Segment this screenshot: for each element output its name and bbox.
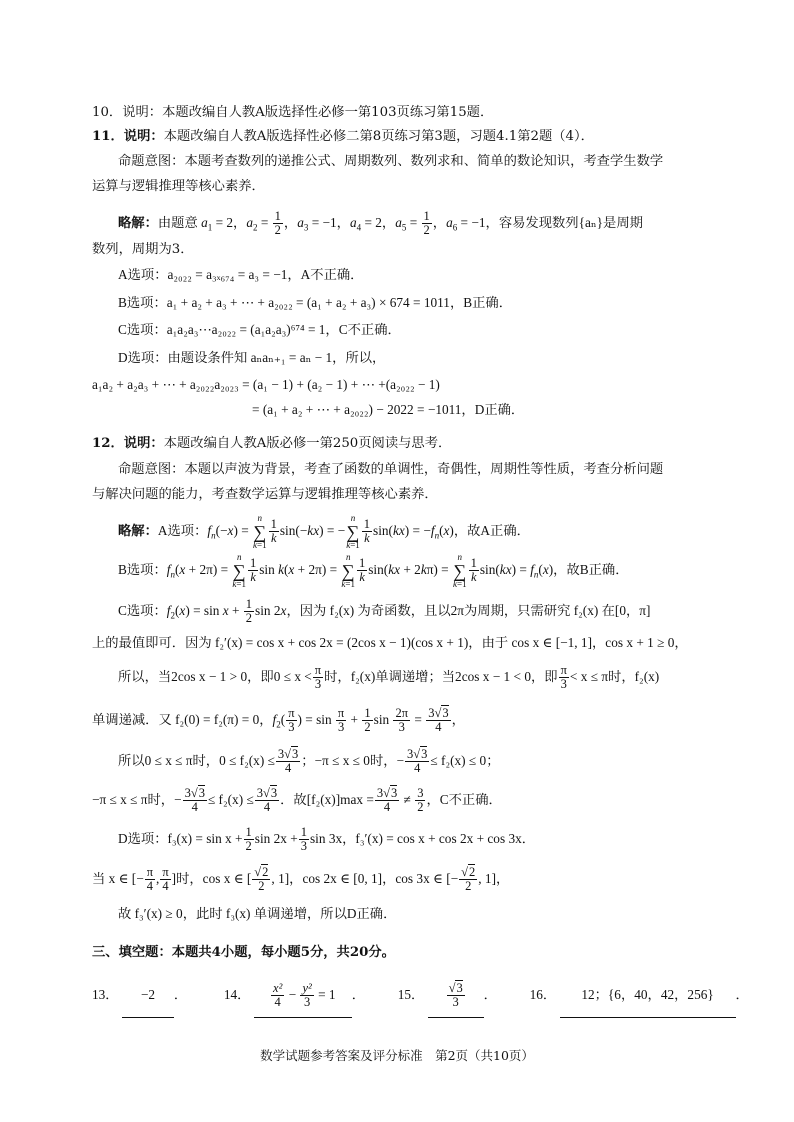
q14-x2: x² (273, 981, 283, 996)
option-12-b-result: ，故B正确． (553, 562, 629, 577)
option-11-d: D选项：由题设条件知 aₙaₙ₊₁ = aₙ − 1，所以， (118, 350, 386, 365)
note-12-label: 12．说明： (92, 436, 164, 451)
text: , 1]， (478, 871, 510, 886)
text: ≤ f₂(x) ≤ 0； (430, 753, 500, 768)
text: 时，f₂(x)单调递增；当2cos x − 1 < 0，即 (324, 669, 558, 684)
note-12-text: 本题改编自人教A版必修一第250页阅读与思考． (163, 436, 452, 451)
solution-12-c3: 所以，当2cos x − 1 > 0，即0 ≤ x < $\frac{\pi}{3}$ 时，f₂(x)单调递增；当2cos x − 1 < 0，即 $\frac{\pi}{3}$ < x ≤ π时，f₂(x) (118, 663, 660, 692)
solution-12-c2: 上的最值即可．因为 f₂′(x) = cos x + cos 2x = (2cos x − 1)(cos x + 1)，由于 cos x ∈ [−1, 1]，cos x + 1 ≥ 0， (92, 635, 688, 650)
q15-radicand: 3 (456, 981, 463, 996)
option-12-a-result: ，故A正确． (453, 523, 530, 538)
intent-12-line1: 命题意图：本题以声波为背景，考查了函数的单调性，奇偶性，周期性等性质，考查分析问题 (118, 462, 664, 477)
option-11-c: C选项：a₁a₂a₃⋯a₂₀₂₂ = (a₁a₂a₃)⁶⁷⁴ = 1，C不正确． (118, 322, 401, 337)
note-11 (92, 128, 794, 146)
text: , 1]，cos 2x ∈ [0, 1]，cos 3x ∈ [− (271, 871, 459, 886)
q15-label: 15． (397, 987, 425, 1002)
q14-label: 14． (223, 987, 251, 1002)
solution-12-b: B选项：$f_n(x + 2\pi)$ = n ∑ k=1 $\frac{1}{k}$ sin k(x + 2π) = n ∑ k=1 $\frac{1}{k}$ sin(kx + 2kπ) = n ∑ k=1 $\frac{1}{k}$ $\sin(kx) = f_n(x)$，故B正确． (118, 552, 629, 589)
solution-label: 略解： (118, 215, 158, 230)
q13-label: 13． (92, 987, 119, 1002)
page-footer: 数学试题参考答案及评分标准 第2页（共10页） (260, 1048, 534, 1063)
q14-y2: y² (302, 981, 312, 996)
solution-12-c4: 单调递减．又 f₂(0) = f₂(π) = 0，$f_2$( $\frac{\pi}{3}$ ) = sin $\frac{\pi}{3}$ + $\frac{1}{2}$ sin $\frac{2\pi}{3}$ = $\frac{3√3}{4}$ ， (92, 706, 465, 735)
section-3-heading: 三、填空题：本题共4小题，每小题5分，共20分。 (92, 945, 395, 960)
period-line: 数列，周期为3． (92, 242, 194, 257)
intent-11-line2: 运算与逻辑推理等核心素养． (92, 179, 265, 194)
text: 当 x ∈ [− (92, 871, 144, 886)
note-11-text: 本题改编自人教A版选择性必修二第8页练习第3题，习题4.1第2题（4）． (163, 129, 594, 144)
intent-12-line2: 与解决问题的能力，考查数学运算与逻辑推理等核心素养． (92, 487, 438, 502)
solution-12-c5: 所以0 ≤ x ≤ π时，0 ≤ f₂(x) ≤ $\frac{3√3}{4}$ ；−π ≤ x ≤ 0时，− $\frac{3√3}{4}$ ≤ f₂(x) ≤ 0； (118, 747, 500, 776)
note-11-label: 11．说明： (92, 129, 164, 144)
option-11-b: B选项：a₁ + a₂ + a₃ + ⋯ + a₂₀₂₂ = (a₁ + a₂ + a₃) × 674 = 1011，B正确． (118, 295, 513, 310)
text: ；−π ≤ x ≤ 0时，− (301, 753, 405, 768)
text: sin 2x + (254, 831, 298, 846)
q15-den: 3 (452, 995, 459, 1010)
note-12 (92, 435, 794, 453)
option-11-d-eq1: a₁a₂ + a₂a₃ + ⋯ + a₂₀₂₂a₂₀₂₃ = (a₁ − 1) + (a₂ − 1) + ⋯ +(a₂₀₂₂ − 1) (92, 377, 440, 392)
solution-label: 略解： (118, 523, 158, 538)
solution-12-d3: 故 f₃′(x) ≥ 0，此时 f₃(x) 单调递增，所以D正确． (118, 906, 397, 921)
text: ]时，cos x ∈ [ (171, 871, 252, 886)
text: 所以0 ≤ x ≤ π时，0 ≤ f₂(x) ≤ (118, 753, 275, 768)
q14-eq: = 1 (318, 987, 336, 1002)
q14-den4: 4 (274, 995, 281, 1010)
q14-den3: 3 (303, 995, 311, 1010)
text: −π ≤ x ≤ π时，− (92, 792, 182, 807)
solution-12-c1: C选项：$f_2(x) = \sin x$ + $\frac{1}{2}$ sin 2x，因为 f₂(x) 为奇函数，且以2π为周期，只需研究 f₂(x) 在[0，π] (118, 597, 651, 626)
answer-13: −2 (122, 973, 174, 1018)
fraction: $\frac{1}{2}$ (423, 209, 430, 238)
text: ．故[f₂(x)]max = (280, 792, 374, 807)
answer-row: 13． −2 ． 14． $\frac{\text{x²}}{4}$ − $\frac{\text{y²}}{3}$ = 1 ． 15． $\frac{√3}{3}$ ． 16． 12；{6，40，42，256} ． (92, 973, 794, 1018)
answer-14: $\frac{\text{x²}}{4}$ − $\frac{\text{y²}}{3}$ = 1 (254, 973, 352, 1018)
answer-16: 12；{6，40，42，256} (560, 973, 736, 1018)
text: D选项：f₃(x) = sin x + (118, 831, 243, 846)
text: sin 3x，f₃′(x) = cos x + cos 2x + cos 3x． (310, 831, 536, 846)
intent-11-line1: 命题意图：本题考查数列的递推公式、周期数列、数列求和、简单的数论知识，考查学生数学 (118, 154, 664, 169)
sum-sign: n ∑ k=1 (253, 513, 267, 550)
text: ，C不正确． (426, 792, 502, 807)
text: ≤ f₂(x) ≤ (207, 792, 254, 807)
q16-label: 16． (529, 987, 557, 1002)
answer-15: $\frac{√3}{3}$ (428, 973, 484, 1018)
solution-11-head: 略解：由题意 $a_1 = 2$，$a_2$ = $\frac{1}{2}$ ，$a_3 = -1$，$a_4 = 2$，$a_5$ = $\frac{1}{2}$ ，$a_6 = -1$，容易发现数列{aₙ}是周期 (118, 209, 643, 238)
option-12-c-text: ，因为 f₂(x) 为奇函数，且以2π为周期，只需研究 f₂(x) 在[0，π] (286, 603, 651, 618)
text: 所以，当2cos x − 1 > 0，即0 ≤ x < (118, 669, 312, 684)
text: < x ≤ π时，f₂(x) (569, 669, 660, 684)
option-11-a: A选项：a₂₀₂₂ = a₃ₓ₆₇₄ = a₃ = −1，A不正确． (118, 267, 364, 282)
text: 单调递减．又 f₂(0) = f₂(π) = 0， (92, 712, 273, 727)
solution-12-a: 略解：A选项：$f_n(-x)$ = n ∑ k=1 $\frac{1}{k}$ sin(−kx) = − n ∑ k=1 $\frac{1}{k}$ $\sin(kx) = -f_n(x)$，故A正确． (118, 513, 530, 550)
solution-11-tail: 容易发现数列{aₙ}是周期 (498, 215, 643, 230)
solution-12-d1: D选项：f₃(x) = sin x + $\frac{1}{2}$ sin 2x + $\frac{1}{3}$ sin 3x，f₃′(x) = cos x + cos 2x + cos 3x． (118, 825, 536, 854)
solution-12-c6: −π ≤ x ≤ π时，− $\frac{3√3}{4}$ ≤ f₂(x) ≤ $\frac{3√3}{4}$ ．故[f₂(x)]max = $\frac{3√3}{4}$ ≠ $\frac{3}{2}$ ，C不正确． (92, 786, 502, 815)
note-10: 10．说明：本题改编自人教A版选择性必修一第103页练习第15题． (92, 105, 494, 120)
solution-12-d2: 当 x ∈ [− $\frac{\pi}{4}$ , $\frac{\pi}{4}$ ]时，cos x ∈ [ $\frac{√2}{2}$ , 1]，cos 2x ∈ [0, 1]，cos 3x ∈ [− $\frac{√2}{2}$ , 1]， (92, 865, 510, 894)
fraction: $\frac{1}{2}$ (274, 209, 281, 238)
option-11-d-eq2: = (a₁ + a₂ + ⋯ + a₂₀₂₂) − 2022 = −1011，D正确． (252, 402, 525, 417)
